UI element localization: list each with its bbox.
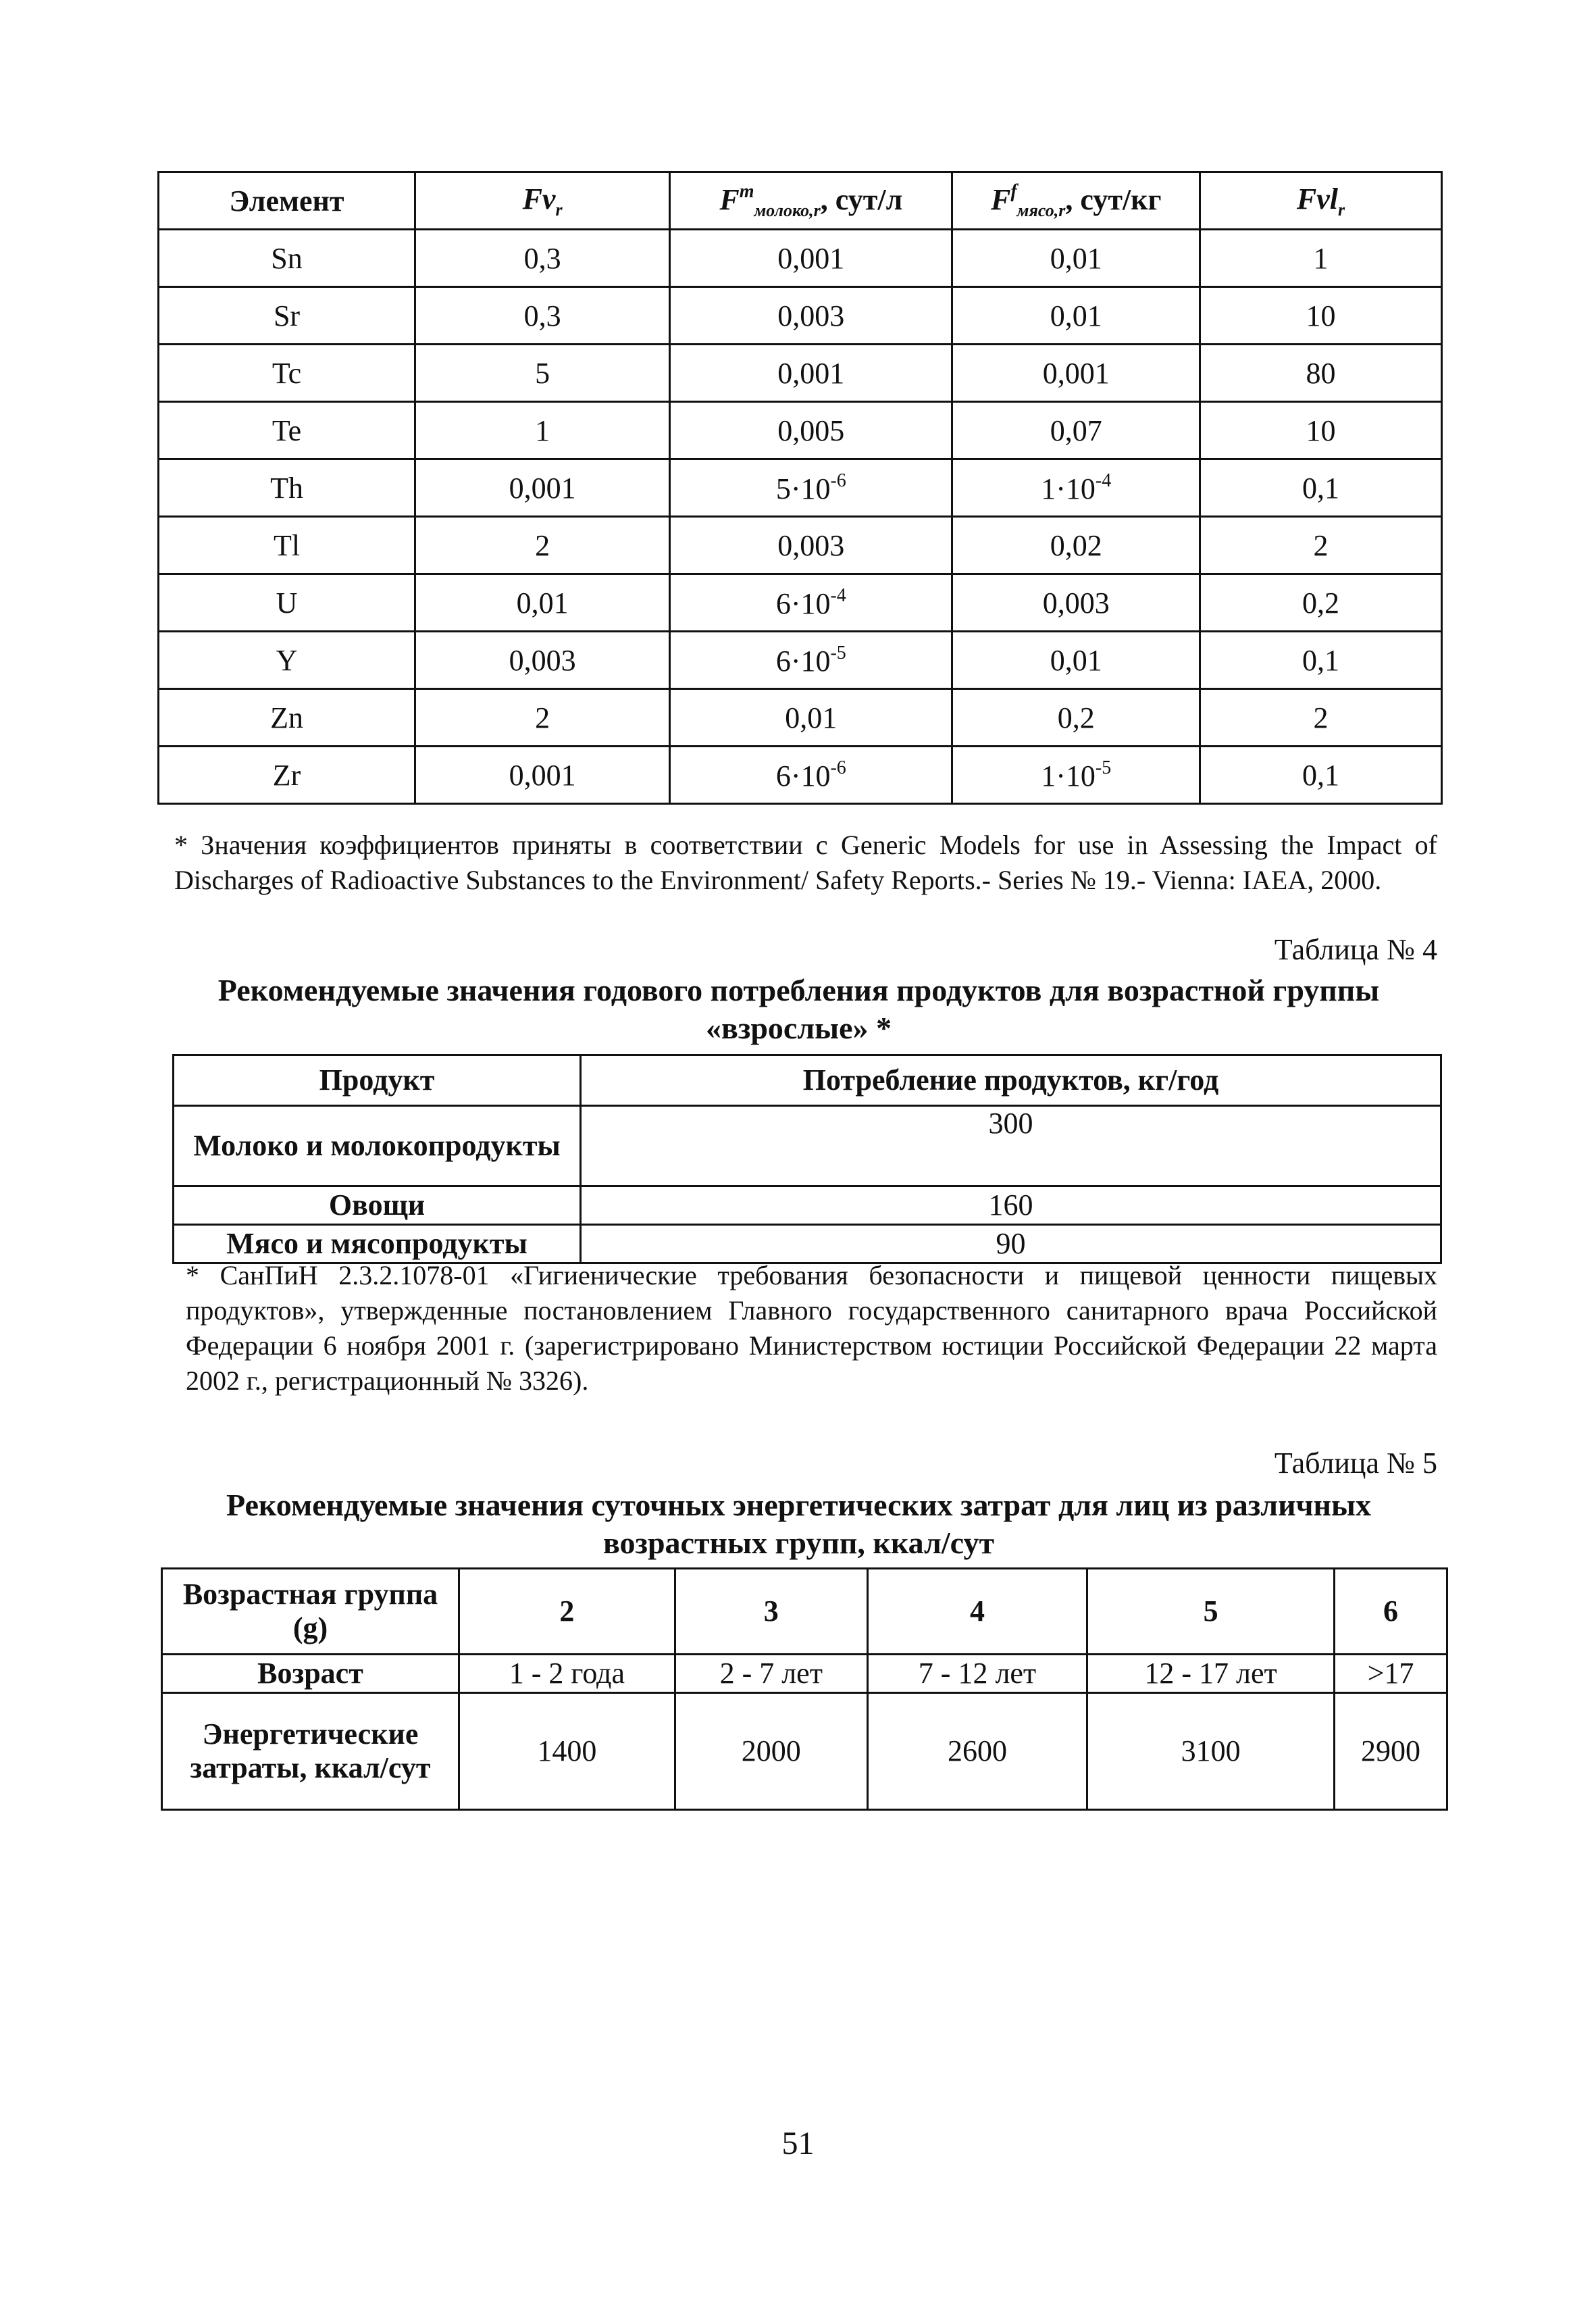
cell-meat-exponent: -5 [1095, 757, 1112, 778]
cell-meat: 0,01 [952, 230, 1200, 287]
header-milk-unit: , сут/л [820, 182, 903, 216]
cell-energy: 1400 [459, 1693, 675, 1810]
table4-footnote: * СанПиН 2.3.2.1078-01 «Гигиенические требования безопасности и пищевой ценности пищевых продуктов», утвержденные постановлением Главного государственного санитарного врача Российской Федерации 6 ноября 2001 г. (зарегистрировано Министерством юстиции Российской Федерации 22 марта 2002 г., регистрационный № 3326). [186, 1260, 1437, 1396]
cell-fvl: 1 [1200, 230, 1442, 287]
header-meat-sup: f [1010, 180, 1017, 202]
cell-milk-exponent: -5 [830, 642, 846, 663]
cell-meat: 0,02 [952, 517, 1200, 574]
cell-meat-mantissa: 1·10 [1041, 472, 1096, 505]
header-product: Продукт [174, 1055, 581, 1106]
table-row [159, 632, 1442, 689]
header-milk-sub: молоко,r [754, 200, 821, 220]
cell-energy: 2900 [1335, 1693, 1447, 1810]
cell-fvl: 0,1 [1200, 459, 1442, 517]
header-meat-main: F [990, 182, 1011, 216]
table-row [174, 1106, 1441, 1186]
cell-group: 2 [459, 1569, 675, 1655]
row-label-age: Возраст [162, 1655, 459, 1693]
energy-table [161, 1567, 1448, 1811]
cell-product: Мясо и мясопродукты [174, 1225, 581, 1263]
cell-fvl: 2 [1200, 517, 1442, 574]
cell-consumption: 160 [581, 1186, 1441, 1225]
consumption-table-header [174, 1055, 1441, 1106]
cell-element: Y [159, 632, 415, 689]
table-row [162, 1693, 1447, 1810]
cell-fvl: 2 [1200, 689, 1442, 747]
table-row [159, 574, 1442, 632]
cell-milk [670, 574, 952, 632]
cell-element: Tc [159, 345, 415, 402]
header-meat [952, 172, 1200, 230]
cell-meat: 0,003 [952, 574, 1200, 632]
cell-milk: 0,003 [670, 287, 952, 345]
table-row [159, 747, 1442, 804]
cell-age: >17 [1335, 1655, 1447, 1693]
header-fv [415, 172, 670, 230]
table-row [159, 287, 1442, 345]
cell-fv: 1 [415, 402, 670, 459]
table-row [174, 1186, 1441, 1225]
cell-milk-exponent: -4 [830, 584, 846, 606]
cell-milk-exponent: -6 [830, 757, 846, 778]
table-row [159, 517, 1442, 574]
cell-milk: 0,003 [670, 517, 952, 574]
cell-fv: 0,001 [415, 459, 670, 517]
row-label-group: Возрастная группа (g) [162, 1569, 459, 1655]
header-fvl-main: Fvl [1296, 182, 1338, 216]
table-row [159, 402, 1442, 459]
cell-meat: 0,07 [952, 402, 1200, 459]
cell-element: Th [159, 459, 415, 517]
header-meat-sub: мясо,r [1016, 200, 1066, 220]
page-number: 51 [781, 2126, 815, 2161]
cell-milk-mantissa: 6·10 [775, 644, 831, 678]
cell-milk: 0,01 [670, 689, 952, 747]
table-row [162, 1655, 1447, 1693]
cell-fv: 0,01 [415, 574, 670, 632]
header-milk [670, 172, 952, 230]
cell-product: Молоко и молокопродукты [174, 1106, 581, 1186]
header-meat-unit: , сут/кг [1065, 182, 1162, 216]
cell-milk-mantissa: 6·10 [775, 586, 831, 620]
coefficients-table [157, 171, 1443, 805]
cell-milk-exponent: -6 [830, 470, 846, 491]
coefficients-table-header [159, 172, 1442, 230]
cell-meat: 0,01 [952, 632, 1200, 689]
table-row [159, 459, 1442, 517]
cell-element: Zn [159, 689, 415, 747]
header-fv-main: Fv [522, 182, 556, 216]
cell-meat-exponent: -4 [1095, 470, 1112, 491]
cell-group: 5 [1087, 1569, 1335, 1655]
table4-label: Таблица № 4 [1274, 933, 1437, 966]
cell-meat: 0,2 [952, 689, 1200, 747]
row-label-energy: Энергетические затраты, ккал/сут [162, 1693, 459, 1810]
cell-element: U [159, 574, 415, 632]
cell-group: 3 [675, 1569, 867, 1655]
cell-milk-mantissa: 5·10 [775, 472, 831, 505]
cell-consumption: 300 [581, 1106, 1441, 1186]
cell-milk: 0,001 [670, 345, 952, 402]
cell-fvl: 0,1 [1200, 632, 1442, 689]
table-row [162, 1569, 1447, 1655]
cell-fvl: 10 [1200, 287, 1442, 345]
cell-meat-mantissa: 1·10 [1041, 759, 1096, 793]
cell-milk [670, 459, 952, 517]
cell-fv: 0,003 [415, 632, 670, 689]
table5-title: Рекомендуемые значения суточных энергетических затрат для лиц из различных возрастных групп, ккал/сут [226, 1488, 1371, 1560]
cell-meat [952, 459, 1200, 517]
cell-milk: 0,005 [670, 402, 952, 459]
cell-fvl: 0,2 [1200, 574, 1442, 632]
table1-footnote: * Значения коэффициентов приняты в соответствии с Generic Models for use in Assessing the Impact of Discharges of Radioactive Substances to the Environment/ Safety Reports.- Series № 19.- Vienna: IAEA, 2000. [174, 830, 1437, 895]
consumption-table [172, 1054, 1442, 1264]
cell-product: Овощи [174, 1186, 581, 1225]
table-row [174, 1225, 1441, 1263]
cell-energy: 2000 [675, 1693, 867, 1810]
table4-title: Рекомендуемые значения годового потребления продуктов для возрастной группы «взрослые» * [217, 973, 1380, 1045]
cell-fvl: 80 [1200, 345, 1442, 402]
cell-fv: 2 [415, 689, 670, 747]
cell-age: 1 - 2 года [459, 1655, 675, 1693]
cell-milk [670, 747, 952, 804]
cell-fvl: 10 [1200, 402, 1442, 459]
header-fv-sub: r [555, 199, 563, 220]
cell-age: 7 - 12 лет [867, 1655, 1087, 1693]
header-fvl [1200, 172, 1442, 230]
table5-label: Таблица № 5 [1274, 1447, 1437, 1480]
cell-fv: 2 [415, 517, 670, 574]
cell-meat: 0,001 [952, 345, 1200, 402]
cell-milk [670, 632, 952, 689]
cell-element: Sr [159, 287, 415, 345]
cell-fv: 5 [415, 345, 670, 402]
cell-energy: 3100 [1087, 1693, 1335, 1810]
header-consumption: Потребление продуктов, кг/год [581, 1055, 1441, 1106]
cell-group: 4 [867, 1569, 1087, 1655]
cell-element: Sn [159, 230, 415, 287]
table-row [159, 345, 1442, 402]
cell-element: Te [159, 402, 415, 459]
cell-fv: 0,3 [415, 230, 670, 287]
cell-fv: 0,3 [415, 287, 670, 345]
header-element: Элемент [159, 172, 415, 230]
header-milk-sup: m [739, 180, 754, 202]
cell-energy: 2600 [867, 1693, 1087, 1810]
cell-fvl: 0,1 [1200, 747, 1442, 804]
cell-meat: 0,01 [952, 287, 1200, 345]
table-row [159, 230, 1442, 287]
cell-age: 12 - 17 лет [1087, 1655, 1335, 1693]
cell-milk: 0,001 [670, 230, 952, 287]
cell-element: Zr [159, 747, 415, 804]
cell-consumption: 90 [581, 1225, 1441, 1263]
cell-meat [952, 747, 1200, 804]
cell-element: Tl [159, 517, 415, 574]
cell-fv: 0,001 [415, 747, 670, 804]
header-fvl-sub: r [1338, 199, 1345, 220]
cell-age: 2 - 7 лет [675, 1655, 867, 1693]
cell-group: 6 [1335, 1569, 1447, 1655]
table-row [159, 689, 1442, 747]
header-milk-main: F [719, 182, 740, 216]
cell-milk-mantissa: 6·10 [775, 759, 831, 793]
